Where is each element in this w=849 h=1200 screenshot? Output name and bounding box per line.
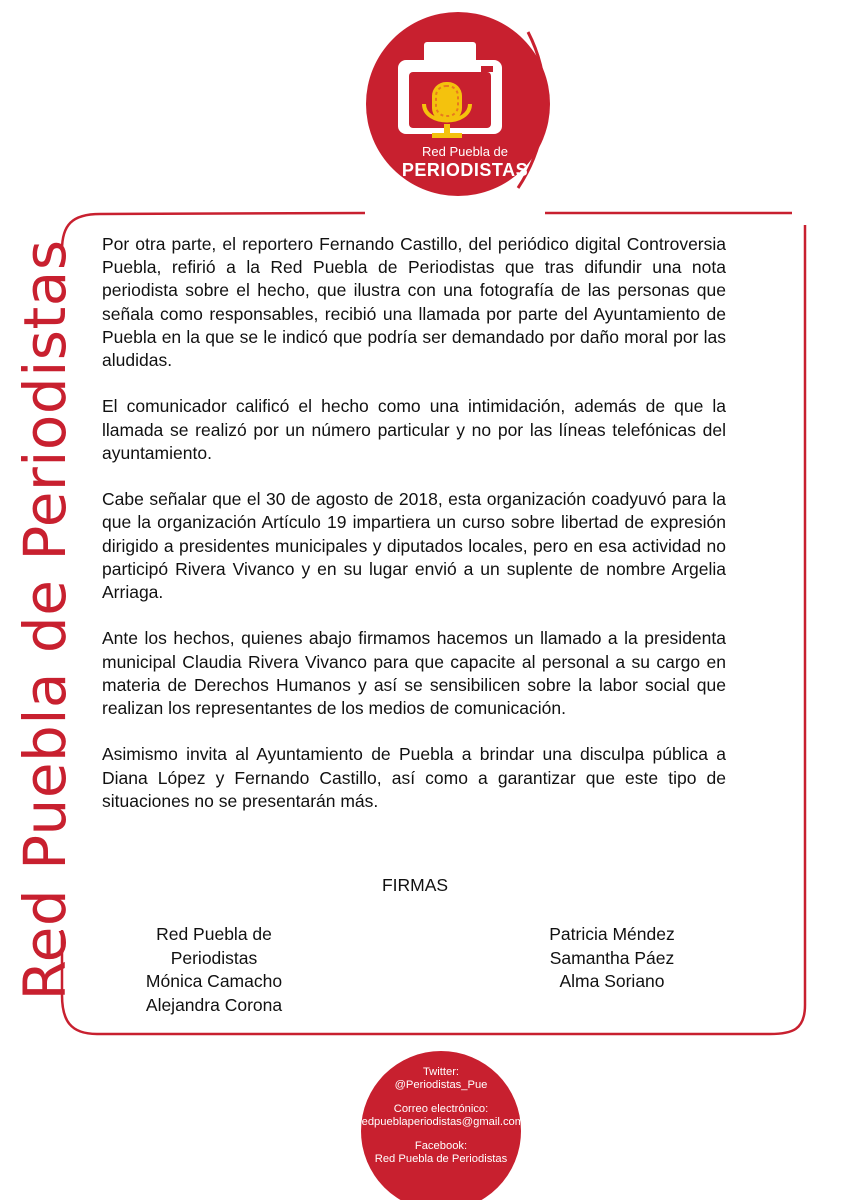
signatures-right: [502, 923, 722, 994]
paragraph: Asimismo invita al Ayuntamiento de Puebla a brindar una disculpa pública a Diana López y Fernando Castillo, así como a garantizar que este tipo de situaciones no se presentarán más.: [102, 744, 726, 811]
signature-line: Periodistas: [170, 947, 258, 968]
email-address[interactable]: redpueblaperiodistas@gmail.com: [357, 1115, 525, 1128]
signature-line: Red Puebla de: [156, 924, 272, 944]
paragraph: Por otra parte, el reportero Fernando Castillo, del periódico digital Controversia Puebla, refirió a la Red Puebla de Periodistas que tras difundir una nota periodista sobre el hecho, que ilustra con una fotografía de las personas que señala como responsables, recibió una llamada por parte del Ayuntamiento de Puebla en la que se le indicó que podría ser demandado por daño moral por las aludidas.: [102, 234, 726, 371]
twitter-label: Twitter:: [422, 1066, 460, 1078]
contact-info: [343, 1066, 539, 1165]
facebook-label: Facebook:: [414, 1140, 468, 1152]
paragraph: El comunicador calificó el hecho como una intimidación, además de que la llamada se realizó por un número particular y no por las líneas telefónicas del ayuntamiento.: [102, 396, 726, 463]
logo-brand: PERIODISTAS: [401, 160, 529, 180]
signatures-heading: FIRMAS: [381, 875, 449, 895]
logo-title: Red Puebla de: [421, 144, 508, 159]
vertical-brand-text: Red Puebla de Periodistas: [11, 239, 79, 1001]
email-label: Correo electrónico:: [393, 1103, 489, 1115]
facebook-page[interactable]: Red Puebla de Periodistas: [374, 1152, 508, 1165]
signature-line: Samantha Páez: [549, 947, 675, 968]
signature-line: Alejandra Corona: [145, 994, 283, 1015]
signature-line: Alma Soriano: [559, 971, 665, 991]
twitter-handle[interactable]: @Periodistas_Pue: [394, 1078, 488, 1091]
signature-line: Patricia Méndez: [549, 924, 675, 944]
signatures-left: [104, 923, 324, 1017]
paragraph: Ante los hechos, quienes abajo firmamos hacemos un llamado a la presidenta municipal Claudia Rivera Vivanco para que capacite al personal a su cargo en materia de Derechos Humanos y así se sensibilicen sobre la labor social que realizan los representantes de los medios de comunicación.: [102, 628, 726, 719]
signature-line: Mónica Camacho: [145, 971, 283, 991]
paragraph: Cabe señalar que el 30 de agosto de 2018, esta organización coadyuvó para la que la organización Artículo 19 impartiera un curso sobre libertad de expresión dirigido a presidentes municipales y diputados locales, pero en esa actividad no participó Rivera Vivanco y en su lugar envió a un suplente de nombre Argelia Arriaga.: [102, 489, 726, 603]
body-text: [102, 233, 726, 836]
